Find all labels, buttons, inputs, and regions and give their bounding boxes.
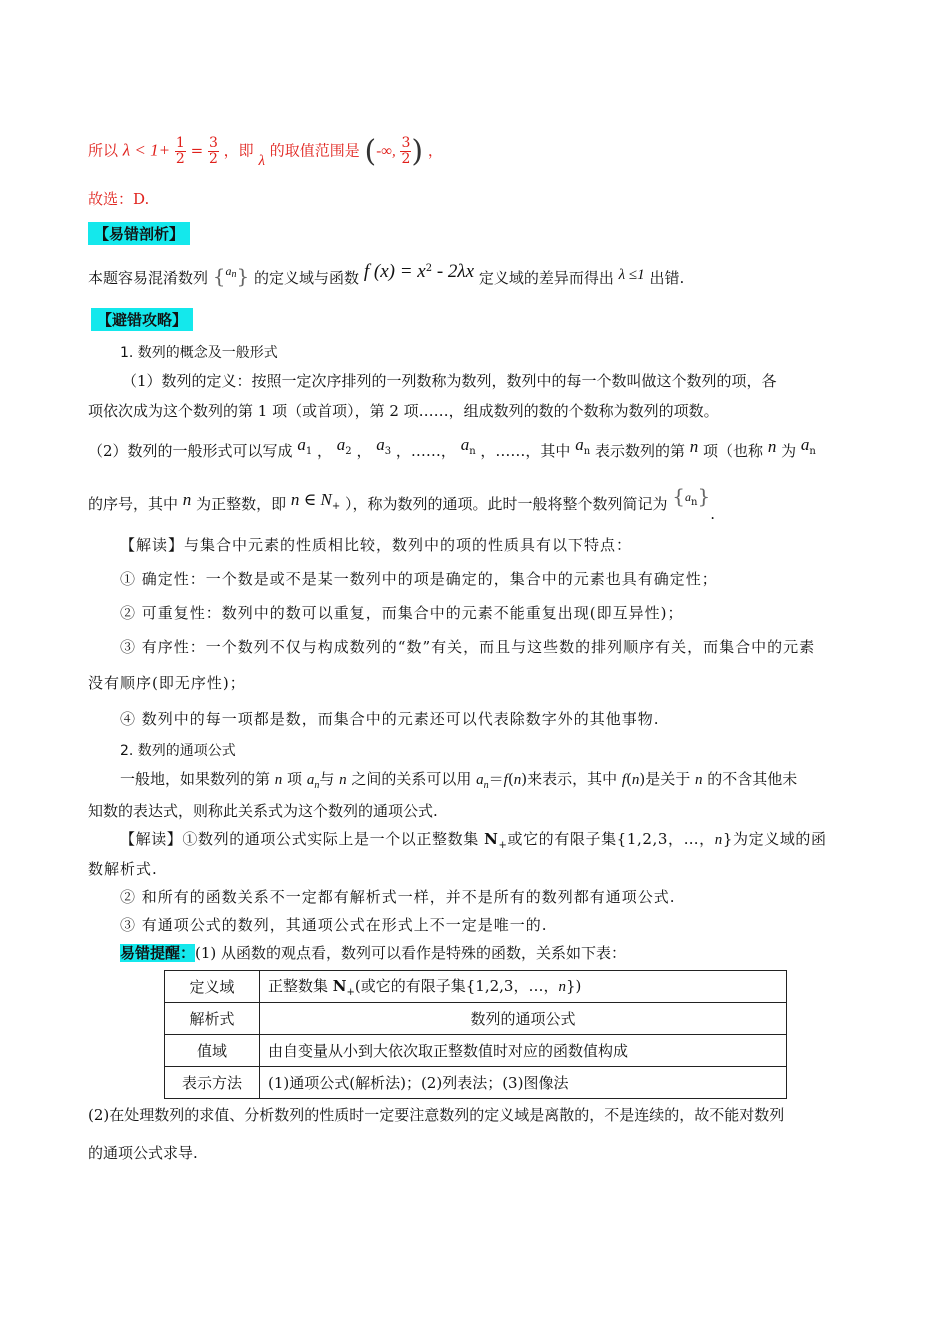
answer-line: 故选：D. <box>88 190 150 208</box>
table-key: 表示方法 <box>165 1067 260 1099</box>
definition-1-line2: 项依次成为这个数列的第 1 项（或首项），第 2 项……，组成数列的数的个数称为数列的项数。 <box>88 402 719 420</box>
fraction-3-2: $\frac{3}{2}$ <box>208 135 218 167</box>
section-1-title: 1. 数列的概念及一般形式 <box>120 345 278 361</box>
eq: ＝ <box>488 770 504 788</box>
text: 本题容易混淆数列 <box>88 269 209 287</box>
n-sub: n <box>483 780 489 791</box>
interval-left: -∞, <box>376 143 396 160</box>
text: ，……， <box>395 442 456 460</box>
text: 之间的关系可以用 <box>346 770 477 788</box>
reading-2-line2: 数解析式. <box>88 860 158 878</box>
text: 【解读】①数列的通项公式实际上是一个以正整数集 <box>120 830 485 848</box>
final-line2: 的通项公式求导. <box>88 1144 198 1162</box>
inequality: λ < 1+ <box>122 140 171 160</box>
dot: . <box>710 505 715 523</box>
definition-2-line2 <box>88 484 715 523</box>
n-var: n <box>182 490 192 509</box>
n-var: n <box>339 772 347 788</box>
an-term-3: $a_n$ <box>800 435 816 457</box>
a3-term: $a_3$ <box>376 435 392 457</box>
table-row <box>165 1035 787 1067</box>
n-var: n <box>767 437 777 456</box>
text: 表示数列的第 <box>594 442 685 460</box>
general-line1 <box>120 768 797 791</box>
an-term: $a_n$ <box>460 435 476 457</box>
function-sequence-table <box>164 970 787 1099</box>
strategy-tag: 【避错攻略】 <box>91 308 193 331</box>
right-paren: ) <box>411 134 424 169</box>
analysis-line <box>88 261 685 289</box>
table-value: 数列的通项公式 <box>260 1003 787 1035</box>
function-formula: f $(x) = x^2 - 2\lambda x$ <box>363 261 475 282</box>
reading-2-line1 <box>120 828 827 851</box>
text: 来表示，其中 <box>527 770 622 788</box>
text: 的不含其他未 <box>702 770 798 788</box>
text: 的序号，其中 <box>88 495 179 513</box>
table-key: 值域 <box>165 1035 260 1067</box>
paren: ( <box>626 770 632 788</box>
conclusion-line <box>88 134 443 169</box>
table-value: 正整数集 $N_+$(或它的有限子集{1,2,3，…，n}) <box>260 971 787 1003</box>
reading-2-item-2: ② 和所有的函数关系不一定都有解析式一样，并不是所有的数列都有通项公式. <box>120 888 676 906</box>
text: 项（也称 <box>703 442 764 460</box>
text: 出错. <box>649 269 685 287</box>
text: 或它的有限子集{1,2,3，…， <box>507 830 715 848</box>
n-var: n <box>689 437 699 456</box>
lambda-symbol: λ <box>258 152 265 169</box>
table-key: 解析式 <box>165 1003 260 1035</box>
paren: ) <box>521 770 528 788</box>
fraction-3-2-b: $\frac{3}{2}$ <box>401 135 411 167</box>
n-var: n <box>695 772 703 788</box>
brace-right: } <box>236 264 250 288</box>
f-var: f <box>503 772 508 788</box>
lambda-condition: λ ≤1 <box>618 267 645 283</box>
reminder-text: (1) 从函数的观点看，数列可以看作是特殊的函数，关系如下表： <box>195 944 627 962</box>
reminder-label: 易错提醒： <box>120 944 196 962</box>
text: 的定义域与函数 <box>254 269 360 287</box>
text: 一般地，如果数列的第 <box>120 770 275 788</box>
a1-term: $a_1$ <box>297 435 313 457</box>
an-braced: $a_n$ <box>685 490 698 508</box>
definition-2-line1 <box>88 435 816 463</box>
seq-an-sub: n <box>231 269 237 280</box>
a-var: a <box>476 772 484 788</box>
table-row <box>165 1067 787 1099</box>
text: 为 <box>781 442 797 460</box>
n-var: n <box>513 772 522 788</box>
N-sub: + <box>498 840 508 851</box>
text-range: 的取值范围是 <box>269 141 360 160</box>
text-ji: ，即 <box>223 141 254 160</box>
N-set: N <box>484 830 499 848</box>
f-var: f <box>621 772 627 788</box>
error-analysis-tag: 【易错剖析】 <box>88 222 190 245</box>
text: ， <box>316 442 332 460</box>
comma: ， <box>427 141 443 160</box>
a-var: a <box>306 772 315 788</box>
table-value: (1)通项公式(解析法)；(2)列表法；(3)图像法 <box>260 1067 787 1099</box>
definition-1-line1: （1）数列的定义：按照一定次序排列的一列数称为数列，数列中的每一个数叫做这个数列的项，各 <box>122 372 777 390</box>
text: ，……，其中 <box>480 442 571 460</box>
text: ， <box>356 442 372 460</box>
left-paren: ( <box>364 134 377 169</box>
text: 定义域的差异而得出 <box>478 269 614 287</box>
a2-term: $a_2$ <box>336 435 352 457</box>
text: 为正整数，即 <box>196 495 287 513</box>
reminder-line <box>120 942 626 963</box>
n-sub: n <box>314 780 320 791</box>
text: ），称为数列的通项。此时一般将整个数列简记为 <box>344 495 668 513</box>
text: }为定义域的函 <box>722 830 827 848</box>
table-row <box>165 1003 787 1035</box>
text-prefix: 所以 <box>88 141 119 160</box>
n-in-N-plus: n ∈ $N_+$ <box>290 490 341 512</box>
paren: ( <box>507 770 514 788</box>
reading-2-item-3: ③ 有通项公式的数列，其通项公式在形式上不一定是唯一的. <box>120 916 548 934</box>
reading-item-2: ② 可重复性：数列中的数可以重复，而集合中的元素不能重复出现(即互异性)； <box>120 604 684 622</box>
reading-item-1: ① 确定性：一个数是或不是某一数列中的项是确定的，集合中的元素也具有确定性； <box>120 570 718 588</box>
equals-sign: = <box>190 141 204 160</box>
final-line1: (2)在处理数列的求值、分析数列的性质时一定要注意数列的定义域是离散的，不是连续的，故不能对数列 <box>88 1106 785 1124</box>
n-var: n <box>274 772 283 788</box>
reading-item-3-cont: 没有顺序(即无序性)； <box>88 674 246 692</box>
brace-left: { <box>212 264 226 288</box>
n-var: n <box>714 832 723 848</box>
reading-1: 【解读】与集合中元素的性质相比较，数列中的项的性质具有以下特点： <box>120 536 633 554</box>
n-var: n <box>631 772 640 788</box>
brace-left: { <box>672 484 686 508</box>
text: 项 <box>282 770 307 788</box>
brace-right: } <box>697 484 711 508</box>
reading-item-3: ③ 有序性：一个数列不仅与构成数列的“数”有关，而且与这些数的排列顺序有关，而集合中的元素 <box>120 638 816 656</box>
seq-an: a <box>225 264 232 278</box>
text: )是关于 <box>639 770 695 788</box>
reading-item-4: ④ 数列中的每一项都是数，而集合中的元素还可以代表除数字外的其他事物. <box>120 710 660 728</box>
section-2-title: 2. 数列的通项公式 <box>120 743 236 759</box>
fraction-1-2: $\frac{1}{2}$ <box>175 135 185 167</box>
table-value: 由自变量从小到大依次取正整数值时对应的函数值构成 <box>260 1035 787 1067</box>
text: （2）数列的一般形式可以写成 <box>88 442 293 460</box>
table-row <box>165 971 787 1003</box>
an-term-2: $a_n$ <box>575 435 591 457</box>
general-line2: 知数的表达式，则称此关系式为这个数列的通项公式. <box>88 802 438 820</box>
table-key: 定义域 <box>165 971 260 1003</box>
text: 与 <box>319 770 340 788</box>
